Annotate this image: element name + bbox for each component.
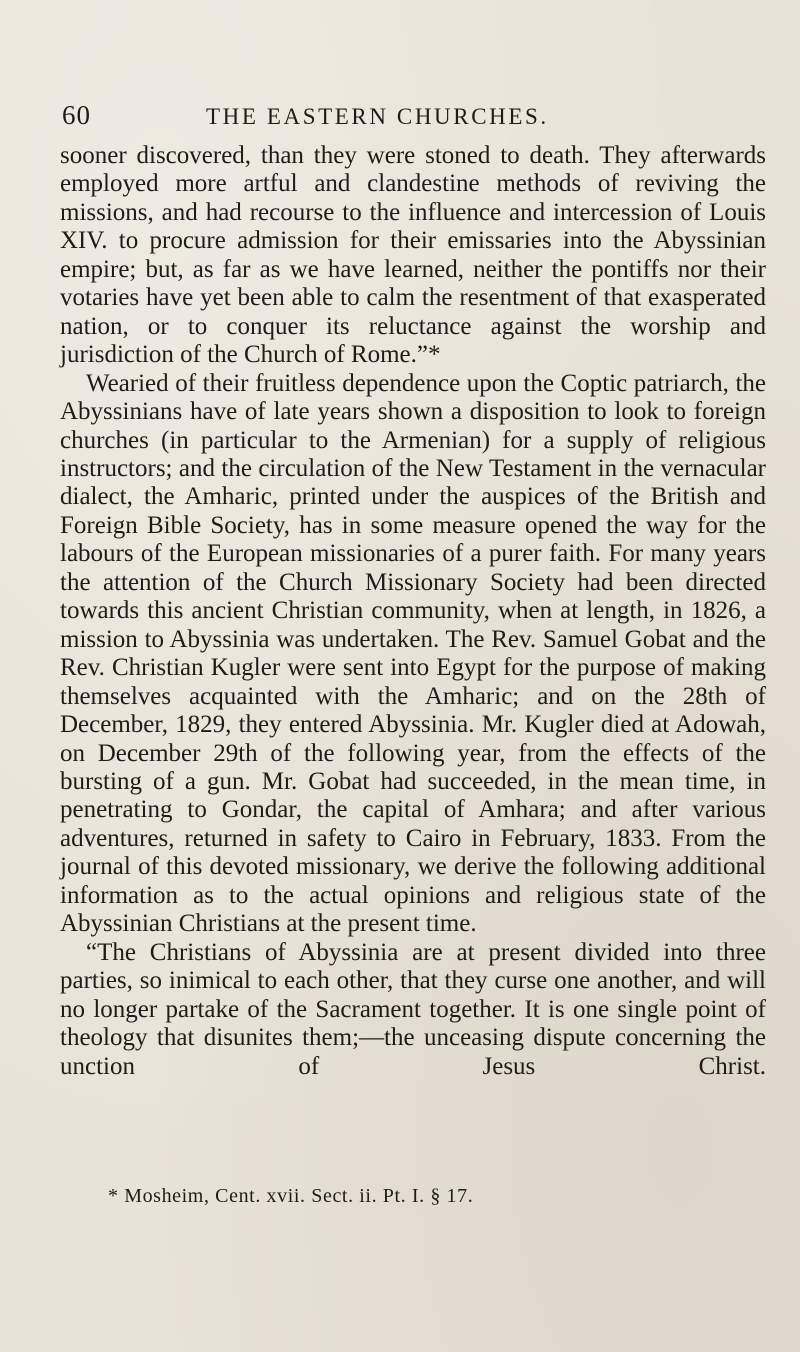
paragraph: “The Christians of Abyssinia are at present divided into three parties, so inimical to each other, that they curse one another, and will no longer partake of the Sacrament together. It is one single point of theology that disunites them;—the unceasing dispute concerning the unction of Jesus Christ. [60, 938, 766, 1080]
running-head: THE EASTERN CHURCHES. [206, 104, 549, 129]
paragraph: Wearied of their fruitless dependence upon the Coptic patriarch, the Abyssinians have of late years shown a disposition to look to foreign churches (in particular to the Armenian) for a supply of religious instructors; and the circulation of the New Testament in the vernacular dialect, the Amharic, printed under the auspices of the British and Foreign Bible Society, has in some measure opened the way for the labours of the European missionaries of a purer faith. For many years the attention of the Church Missionary Society had been directed towards this ancient Christian community, when at length, in 1826, a mission to Abyssinia was undertaken. The Rev. Samuel Gobat and the Rev. Christian Kugler were sent into Egypt for the purpose of making themselves acquainted with the Amharic; and on the 28th of December, 1829, they entered Abyssinia. Mr. Kugler died at Adowah, on December 29th of the following year, from the effects of the bursting of a gun. Mr. Gobat had succeeded, in the mean time, in penetrating to Gondar, the capital of Amhara; and after various adventures, returned in safety to Cairo in February, 1833. From the journal of this devoted missionary, we derive the following additional information as to the actual opinions and religious state of the Abyssinian Christians at the present time. [60, 369, 766, 938]
footnote: * Mosheim, Cent. xvii. Sect. ii. Pt. I. § 17. [108, 1185, 474, 1207]
page-header [62, 100, 742, 136]
page-number: 60 [62, 100, 91, 130]
body-text [60, 142, 766, 1081]
paragraph: sooner discovered, than they were stoned to death. They afterwards employed more artful and clandestine methods of reviving the missions, and had recourse to the influence and intercession of Louis XIV. to procure admission for their emissaries into the Abyssinian empire; but, as far as we have learned, neither the pontiffs nor their votaries have yet been able to calm the resentment of that exasperated nation, or to conquer its reluctance against the worship and jurisdiction of the Church of Rome.”* [60, 142, 766, 369]
